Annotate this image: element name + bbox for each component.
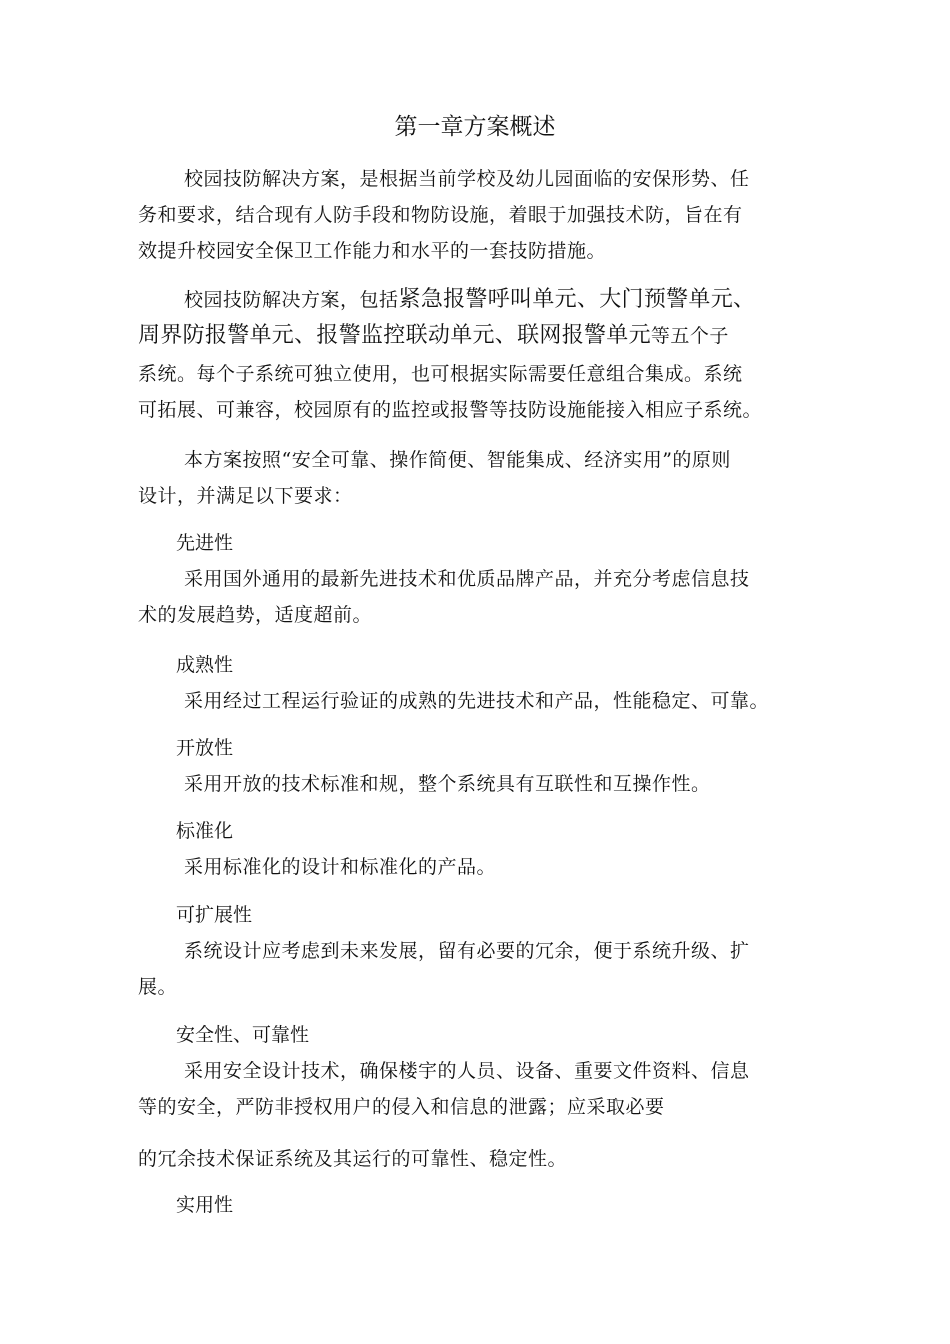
section-heading: 安全性、可靠性 [176,1024,310,1046]
section-line: 采用安全设计技术，确保楼宇的人员、设备、重要文件资料、信息 [184,1060,750,1082]
section-heading: 标准化 [176,820,234,842]
section-heading: 可扩展性 [176,904,253,926]
intro-p3-line-1: 本方案按照“安全可靠、操作简便、智能集成、经济实用”的原则 [184,449,731,471]
section-line: 等的安全，严防非授权用户的侵入和信息的泄露；应采取必要 [138,1096,665,1118]
section-line: 系统设计应考虑到未来发展，留有必要的冗余，便于系统升级、扩 [184,940,750,962]
intro-p2-emphasis: 紧急报警呼叫单元、大门预警单元、 [398,287,756,312]
intro-p2-line-3: 系统。每个子系统可独立使用，也可根据实际需要任意组合集成。系统 [138,363,743,385]
intro-p1-line-1: 校园技防解决方案，是根据当前学校及幼儿园面临的安保形势、任 [184,168,750,190]
section-line: 采用经过工程运行验证的成熟的先进技术和产品，性能稳定、可靠。 [184,690,770,712]
section-line: 采用国外通用的最新先进技术和优质品牌产品，并充分考虑信息技 [184,568,750,590]
intro-p2-line-1 [184,287,755,313]
section-heading: 先进性 [176,532,234,554]
chapter-title: 第一章方案概述 [394,114,556,140]
section-line: 采用开放的技术标准和规，整个系统具有互联性和互操作性。 [184,773,711,795]
intro-p1-line-3: 效提升校园安全保卫工作能力和水平的一套技防措施。 [138,240,607,262]
intro-p2-emphasis: 周界防报警单元、报警监控联动单元、联网报警单元 [138,323,651,348]
intro-p2-text: 校园技防解决方案，包括 [184,289,399,311]
intro-p2-line-4: 可拓展、可兼容，校园原有的监控或报警等技防设施能接入相应子系统。 [138,399,763,421]
section-line: 的冗余技术保证系统及其运行的可靠性、稳定性。 [138,1148,568,1170]
intro-p1-line-2: 务和要求，结合现有人防手段和物防设施，着眼于加强技术防，旨在有 [138,204,743,226]
section-heading: 成熟性 [176,654,234,676]
intro-p2-line-2 [138,323,729,349]
intro-p2-text: 等五个子 [650,325,729,347]
intro-p3-line-2: 设计，并满足以下要求： [138,485,353,507]
section-heading: 开放性 [176,737,234,759]
section-line: 采用标准化的设计和标准化的产品。 [184,856,497,878]
section-line: 术的发展趋势，适度超前。 [138,604,373,626]
section-heading: 实用性 [176,1194,234,1216]
section-line: 展。 [138,976,178,998]
